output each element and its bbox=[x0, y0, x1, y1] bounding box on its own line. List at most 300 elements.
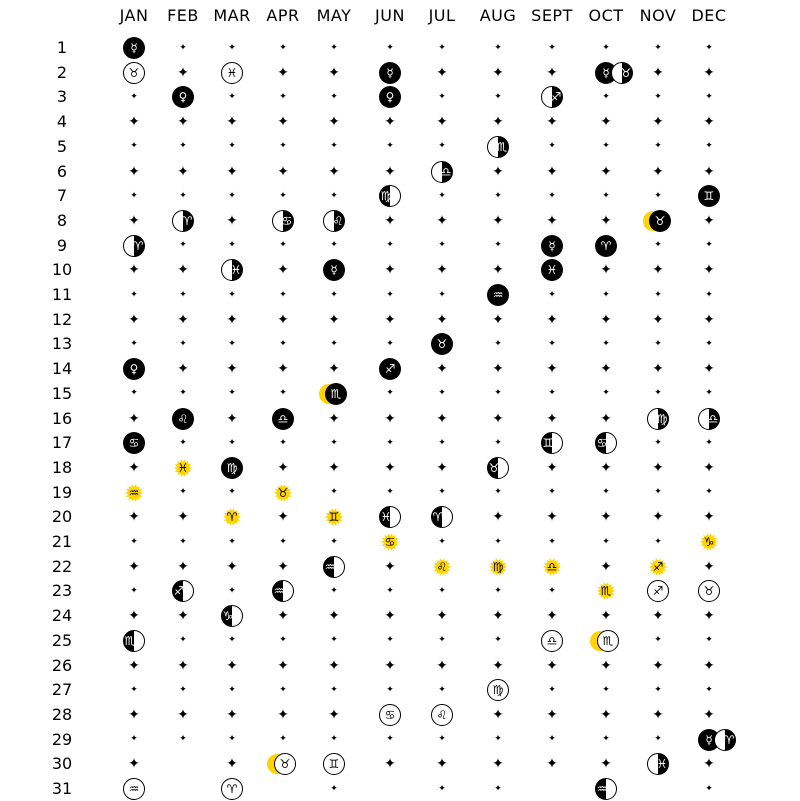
day-cell bbox=[486, 505, 510, 529]
sun-sign-icon bbox=[220, 505, 244, 529]
day-cell bbox=[594, 135, 618, 159]
day-cell bbox=[594, 382, 618, 406]
zodiac-glyph: ♓ bbox=[226, 65, 238, 80]
day-cell bbox=[594, 36, 618, 60]
day-cell bbox=[486, 357, 510, 381]
sparkle-icon: ✦ bbox=[436, 361, 448, 378]
quarter-moon-icon bbox=[540, 85, 564, 109]
sparkle-icon: ✦ bbox=[546, 163, 558, 180]
day-cell bbox=[646, 85, 670, 109]
sparkle-icon: ✦ bbox=[277, 608, 289, 625]
sparkle-icon: ✦ bbox=[384, 558, 396, 575]
sparkle-icon: ✦ bbox=[279, 141, 287, 152]
sparkle-icon: ✦ bbox=[177, 311, 189, 328]
day-label: 18 bbox=[51, 457, 73, 477]
sparkle-icon: ✦ bbox=[130, 536, 138, 547]
day-cell bbox=[646, 160, 670, 184]
day-cell bbox=[430, 456, 454, 480]
day-cell bbox=[697, 308, 721, 332]
day-cell bbox=[271, 135, 295, 159]
zodiac-glyph: ♋ bbox=[384, 535, 396, 549]
sparkle-icon: ✦ bbox=[546, 756, 558, 773]
quarter-moon-icon bbox=[378, 505, 402, 529]
day-cell bbox=[697, 431, 721, 455]
sparkle-icon: ✦ bbox=[177, 114, 189, 131]
sparkle-icon: ✦ bbox=[494, 734, 502, 745]
sparkle-icon: ✦ bbox=[494, 338, 502, 349]
new-moon-icon bbox=[540, 234, 564, 258]
sparkle-icon: ✦ bbox=[652, 706, 664, 723]
day-cell bbox=[322, 36, 346, 60]
new-moon-icon bbox=[171, 407, 195, 431]
day-cell bbox=[540, 654, 564, 678]
day-cell bbox=[486, 481, 510, 505]
day-cell bbox=[322, 85, 346, 109]
sparkle-icon: ✦ bbox=[600, 410, 612, 427]
day-label: 16 bbox=[51, 408, 73, 428]
day-cell bbox=[122, 160, 146, 184]
sparkle-icon: ✦ bbox=[492, 756, 504, 773]
day-cell bbox=[322, 703, 346, 727]
day-cell bbox=[594, 530, 618, 554]
quarter-moon-icon bbox=[486, 456, 510, 480]
zodiac-glyph: ♒ bbox=[273, 584, 285, 599]
sparkle-icon: ✦ bbox=[277, 558, 289, 575]
zodiac-glyph: ♐ bbox=[384, 362, 396, 377]
day-cell bbox=[171, 36, 195, 60]
sun-sign-icon bbox=[540, 555, 564, 579]
day-cell bbox=[220, 629, 244, 653]
zodiac-glyph: ♌ bbox=[332, 213, 344, 228]
day-cell bbox=[430, 728, 454, 752]
full-moon-icon bbox=[322, 752, 346, 776]
day-cell bbox=[540, 184, 564, 208]
quarter-moon-icon bbox=[322, 209, 346, 233]
day-label: 14 bbox=[51, 359, 73, 379]
day-cell bbox=[322, 431, 346, 455]
day-cell bbox=[271, 604, 295, 628]
day-cell bbox=[322, 110, 346, 134]
day-cell bbox=[430, 629, 454, 653]
sun-sign-icon bbox=[594, 579, 618, 603]
sparkle-icon: ✦ bbox=[654, 91, 662, 102]
day-cell bbox=[594, 728, 618, 752]
sparkle-icon: ✦ bbox=[652, 163, 664, 180]
sparkle-icon: ✦ bbox=[705, 684, 713, 695]
day-cell bbox=[271, 258, 295, 282]
day-label: 29 bbox=[51, 729, 73, 749]
day-cell bbox=[430, 777, 454, 801]
sparkle-icon: ✦ bbox=[494, 635, 502, 646]
zodiac-glyph: ♊ bbox=[328, 757, 340, 772]
day-label: 23 bbox=[51, 581, 73, 601]
day-cell bbox=[171, 431, 195, 455]
sparkle-icon: ✦ bbox=[328, 459, 340, 476]
sparkle-icon: ✦ bbox=[602, 536, 610, 547]
day-cell bbox=[378, 258, 402, 282]
zodiac-glyph: ☿ bbox=[386, 65, 394, 80]
month-header: MAY bbox=[316, 6, 352, 25]
sparkle-icon: ✦ bbox=[328, 410, 340, 427]
zodiac-glyph: ♀ bbox=[129, 362, 139, 377]
sparkle-icon: ✦ bbox=[279, 42, 287, 53]
sparkle-icon: ✦ bbox=[330, 585, 338, 596]
sparkle-icon: ✦ bbox=[600, 756, 612, 773]
sparkle-icon: ✦ bbox=[602, 388, 610, 399]
day-cell bbox=[122, 407, 146, 431]
sparkle-icon: ✦ bbox=[228, 240, 236, 251]
day-cell bbox=[540, 456, 564, 480]
sparkle-icon: ✦ bbox=[546, 64, 558, 81]
sparkle-icon: ✦ bbox=[130, 91, 138, 102]
sparkle-icon: ✦ bbox=[130, 338, 138, 349]
day-cell bbox=[646, 61, 670, 85]
day-cell bbox=[594, 160, 618, 184]
day-cell bbox=[697, 61, 721, 85]
day-cell bbox=[220, 160, 244, 184]
solar-eclipse-icon bbox=[322, 382, 346, 406]
sparkle-icon: ✦ bbox=[277, 163, 289, 180]
day-cell bbox=[646, 678, 670, 702]
sparkle-icon: ✦ bbox=[179, 289, 187, 300]
day-cell bbox=[122, 258, 146, 282]
sparkle-icon: ✦ bbox=[652, 114, 664, 131]
quarter-moon-icon bbox=[594, 777, 618, 801]
day-cell bbox=[646, 110, 670, 134]
sparkle-icon: ✦ bbox=[228, 734, 236, 745]
day-cell bbox=[540, 678, 564, 702]
sparkle-icon: ✦ bbox=[228, 536, 236, 547]
sparkle-icon: ✦ bbox=[228, 635, 236, 646]
sparkle-icon: ✦ bbox=[600, 706, 612, 723]
sparkle-icon: ✦ bbox=[548, 734, 556, 745]
quarter-moon-icon bbox=[378, 184, 402, 208]
quarter-moon-icon bbox=[220, 604, 244, 628]
day-cell bbox=[430, 258, 454, 282]
zodiac-glyph: ♍ bbox=[656, 411, 668, 426]
sparkle-icon: ✦ bbox=[546, 608, 558, 625]
zodiac-glyph: ♓ bbox=[177, 460, 189, 475]
sparkle-icon: ✦ bbox=[602, 141, 610, 152]
zodiac-glyph: ♎ bbox=[277, 411, 289, 426]
zodiac-glyph: ♈ bbox=[226, 510, 238, 525]
sparkle-icon: ✦ bbox=[602, 734, 610, 745]
day-cell bbox=[430, 678, 454, 702]
day-cell bbox=[486, 209, 510, 233]
day-cell bbox=[378, 555, 402, 579]
sparkle-icon: ✦ bbox=[546, 410, 558, 427]
day-cell bbox=[220, 85, 244, 109]
day-cell bbox=[594, 604, 618, 628]
day-cell bbox=[122, 135, 146, 159]
day-label: 6 bbox=[56, 161, 68, 181]
sparkle-icon: ✦ bbox=[330, 635, 338, 646]
sparkle-icon: ✦ bbox=[703, 459, 715, 476]
zodiac-glyph: ☿ bbox=[330, 263, 338, 278]
sparkle-icon: ✦ bbox=[179, 338, 187, 349]
sparkle-icon: ✦ bbox=[386, 141, 394, 152]
day-cell bbox=[697, 678, 721, 702]
sparkle-icon: ✦ bbox=[228, 42, 236, 53]
sparkle-icon: ✦ bbox=[330, 240, 338, 251]
day-cell bbox=[540, 604, 564, 628]
sparkle-icon: ✦ bbox=[279, 684, 287, 695]
sparkle-icon: ✦ bbox=[330, 289, 338, 300]
day-cell bbox=[697, 555, 721, 579]
day-cell bbox=[378, 209, 402, 233]
sun-sign-icon bbox=[171, 456, 195, 480]
sparkle-icon: ✦ bbox=[652, 608, 664, 625]
sparkle-icon: ✦ bbox=[277, 509, 289, 526]
sparkle-icon: ✦ bbox=[600, 163, 612, 180]
day-cell bbox=[322, 604, 346, 628]
day-cell bbox=[697, 234, 721, 258]
sparkle-icon: ✦ bbox=[494, 190, 502, 201]
day-cell bbox=[594, 184, 618, 208]
day-cell bbox=[122, 703, 146, 727]
sparkle-icon: ✦ bbox=[705, 91, 713, 102]
day-cell bbox=[540, 752, 564, 776]
sparkle-icon: ✦ bbox=[492, 706, 504, 723]
sparkle-icon: ✦ bbox=[546, 212, 558, 229]
sparkle-icon: ✦ bbox=[703, 262, 715, 279]
sparkle-icon: ✦ bbox=[494, 91, 502, 102]
day-label: 1 bbox=[56, 38, 68, 57]
day-cell bbox=[322, 160, 346, 184]
sparkle-icon: ✦ bbox=[386, 388, 394, 399]
month-header: FEB bbox=[167, 6, 199, 25]
quarter-moon-icon bbox=[271, 209, 295, 233]
quarter-moon-icon bbox=[430, 160, 454, 184]
zodiac-glyph: ♉ bbox=[620, 65, 632, 80]
day-cell bbox=[540, 209, 564, 233]
new-moon-icon bbox=[271, 407, 295, 431]
sparkle-icon: ✦ bbox=[228, 487, 236, 498]
day-cell bbox=[430, 431, 454, 455]
day-label: 28 bbox=[51, 704, 73, 724]
day-label: 17 bbox=[51, 433, 73, 453]
new-moon-icon bbox=[122, 36, 146, 60]
day-cell bbox=[271, 184, 295, 208]
day-label: 19 bbox=[51, 482, 73, 502]
sparkle-icon: ✦ bbox=[438, 240, 446, 251]
day-cell bbox=[646, 135, 670, 159]
day-cell bbox=[378, 234, 402, 258]
sparkle-icon: ✦ bbox=[228, 141, 236, 152]
sparkle-icon: ✦ bbox=[226, 163, 238, 180]
day-cell bbox=[486, 604, 510, 628]
day-cell bbox=[171, 703, 195, 727]
day-cell bbox=[122, 110, 146, 134]
day-cell bbox=[594, 703, 618, 727]
sparkle-icon: ✦ bbox=[602, 684, 610, 695]
sparkle-icon: ✦ bbox=[703, 114, 715, 131]
sparkle-icon: ✦ bbox=[384, 657, 396, 674]
day-cell bbox=[697, 604, 721, 628]
day-cell bbox=[594, 752, 618, 776]
sparkle-icon: ✦ bbox=[492, 114, 504, 131]
quarter-moon-icon bbox=[171, 209, 195, 233]
zodiac-glyph: ♋ bbox=[128, 436, 140, 451]
day-cell bbox=[220, 555, 244, 579]
sparkle-icon: ✦ bbox=[600, 262, 612, 279]
sparkle-icon: ✦ bbox=[492, 64, 504, 81]
full-moon-icon bbox=[697, 579, 721, 603]
sparkle-icon: ✦ bbox=[494, 783, 502, 794]
day-cell bbox=[697, 209, 721, 233]
day-cell bbox=[697, 332, 721, 356]
day-label: 4 bbox=[56, 112, 68, 132]
quarter-moon-icon bbox=[171, 579, 195, 603]
day-cell bbox=[271, 332, 295, 356]
zodiac-glyph: ♎ bbox=[440, 164, 452, 179]
sparkle-icon: ✦ bbox=[330, 783, 338, 794]
sparkle-icon: ✦ bbox=[226, 114, 238, 131]
sparkle-icon: ✦ bbox=[128, 558, 140, 575]
sparkle-icon: ✦ bbox=[130, 289, 138, 300]
day-cell bbox=[171, 110, 195, 134]
zodiac-glyph: ♀ bbox=[385, 90, 395, 105]
day-cell bbox=[378, 332, 402, 356]
day-cell bbox=[430, 481, 454, 505]
zodiac-glyph: ♎ bbox=[707, 411, 719, 426]
new-moon-icon bbox=[378, 357, 402, 381]
day-cell bbox=[697, 654, 721, 678]
quarter-moon-icon bbox=[646, 752, 670, 776]
day-cell bbox=[271, 357, 295, 381]
day-cell bbox=[594, 357, 618, 381]
day-cell bbox=[697, 777, 721, 801]
sparkle-icon: ✦ bbox=[436, 114, 448, 131]
sparkle-icon: ✦ bbox=[546, 657, 558, 674]
day-cell bbox=[171, 678, 195, 702]
zodiac-glyph: ♌ bbox=[177, 411, 189, 426]
day-cell bbox=[594, 407, 618, 431]
sparkle-icon: ✦ bbox=[546, 509, 558, 526]
zodiac-glyph: ♀ bbox=[178, 90, 188, 105]
sparkle-icon: ✦ bbox=[384, 608, 396, 625]
full-moon-icon bbox=[122, 61, 146, 85]
sparkle-icon: ✦ bbox=[438, 437, 446, 448]
new-moon-icon bbox=[697, 184, 721, 208]
sparkle-icon: ✦ bbox=[277, 64, 289, 81]
sparkle-icon: ✦ bbox=[330, 536, 338, 547]
sparkle-icon: ✦ bbox=[384, 410, 396, 427]
sparkle-icon: ✦ bbox=[705, 240, 713, 251]
sparkle-icon: ✦ bbox=[703, 509, 715, 526]
month-header: JUN bbox=[375, 6, 405, 25]
day-cell bbox=[697, 85, 721, 109]
zodiac-glyph: ♓ bbox=[380, 510, 392, 525]
zodiac-glyph: ♈ bbox=[132, 238, 144, 253]
sparkle-icon: ✦ bbox=[492, 212, 504, 229]
zodiac-glyph: ♌ bbox=[436, 707, 448, 722]
day-cell bbox=[220, 407, 244, 431]
sparkle-icon: ✦ bbox=[548, 536, 556, 547]
day-cell bbox=[486, 777, 510, 801]
day-cell bbox=[322, 728, 346, 752]
month-header: MAR bbox=[213, 6, 251, 25]
zodiac-glyph: ♍ bbox=[492, 559, 504, 574]
day-cell bbox=[171, 258, 195, 282]
sparkle-icon: ✦ bbox=[279, 190, 287, 201]
sparkle-icon: ✦ bbox=[330, 684, 338, 695]
sparkle-icon: ✦ bbox=[228, 437, 236, 448]
zodiac-glyph: ♈ bbox=[181, 213, 193, 228]
day-cell bbox=[540, 703, 564, 727]
day-cell bbox=[486, 382, 510, 406]
sparkle-icon: ✦ bbox=[179, 141, 187, 152]
sparkle-icon: ✦ bbox=[703, 212, 715, 229]
sparkle-icon: ✦ bbox=[228, 388, 236, 399]
day-cell bbox=[594, 85, 618, 109]
zodiac-glyph: ♐ bbox=[173, 584, 185, 599]
day-cell bbox=[378, 283, 402, 307]
day-cell bbox=[322, 530, 346, 554]
sparkle-icon: ✦ bbox=[436, 608, 448, 625]
day-cell bbox=[646, 382, 670, 406]
day-cell bbox=[322, 654, 346, 678]
day-cell bbox=[271, 728, 295, 752]
day-cell bbox=[486, 752, 510, 776]
day-label: 5 bbox=[56, 136, 68, 156]
day-cell bbox=[594, 258, 618, 282]
sparkle-icon: ✦ bbox=[600, 608, 612, 625]
day-cell bbox=[540, 61, 564, 85]
day-cell bbox=[122, 505, 146, 529]
sparkle-icon: ✦ bbox=[328, 64, 340, 81]
sparkle-icon: ✦ bbox=[384, 212, 396, 229]
zodiac-glyph: ♍ bbox=[226, 460, 238, 475]
day-label: 2 bbox=[56, 62, 68, 82]
sparkle-icon: ✦ bbox=[438, 585, 446, 596]
day-cell bbox=[378, 36, 402, 60]
day-cell bbox=[171, 505, 195, 529]
sparkle-icon: ✦ bbox=[654, 338, 662, 349]
sparkle-icon: ✦ bbox=[328, 361, 340, 378]
day-cell bbox=[271, 629, 295, 653]
sparkle-icon: ✦ bbox=[384, 756, 396, 773]
day-cell bbox=[697, 481, 721, 505]
double-moon-icon bbox=[594, 61, 632, 85]
day-cell bbox=[430, 234, 454, 258]
day-cell bbox=[486, 61, 510, 85]
zodiac-glyph: ♑ bbox=[703, 535, 715, 549]
sparkle-icon: ✦ bbox=[703, 706, 715, 723]
day-cell bbox=[486, 85, 510, 109]
new-moon-icon bbox=[220, 456, 244, 480]
day-cell bbox=[122, 530, 146, 554]
sparkle-icon: ✦ bbox=[546, 459, 558, 476]
day-cell bbox=[378, 308, 402, 332]
month-header: JUL bbox=[428, 6, 456, 25]
sparkle-icon: ✦ bbox=[652, 361, 664, 378]
sparkle-icon: ✦ bbox=[330, 190, 338, 201]
new-moon-icon bbox=[430, 332, 454, 356]
sparkle-icon: ✦ bbox=[179, 734, 187, 745]
day-cell bbox=[378, 110, 402, 134]
day-label: 13 bbox=[51, 334, 73, 354]
day-cell bbox=[486, 234, 510, 258]
day-cell bbox=[646, 184, 670, 208]
sparkle-icon: ✦ bbox=[228, 338, 236, 349]
sparkle-icon: ✦ bbox=[279, 91, 287, 102]
day-cell bbox=[430, 110, 454, 134]
day-label: 21 bbox=[51, 532, 73, 551]
day-cell bbox=[171, 481, 195, 505]
day-cell bbox=[171, 308, 195, 332]
sparkle-icon: ✦ bbox=[226, 657, 238, 674]
